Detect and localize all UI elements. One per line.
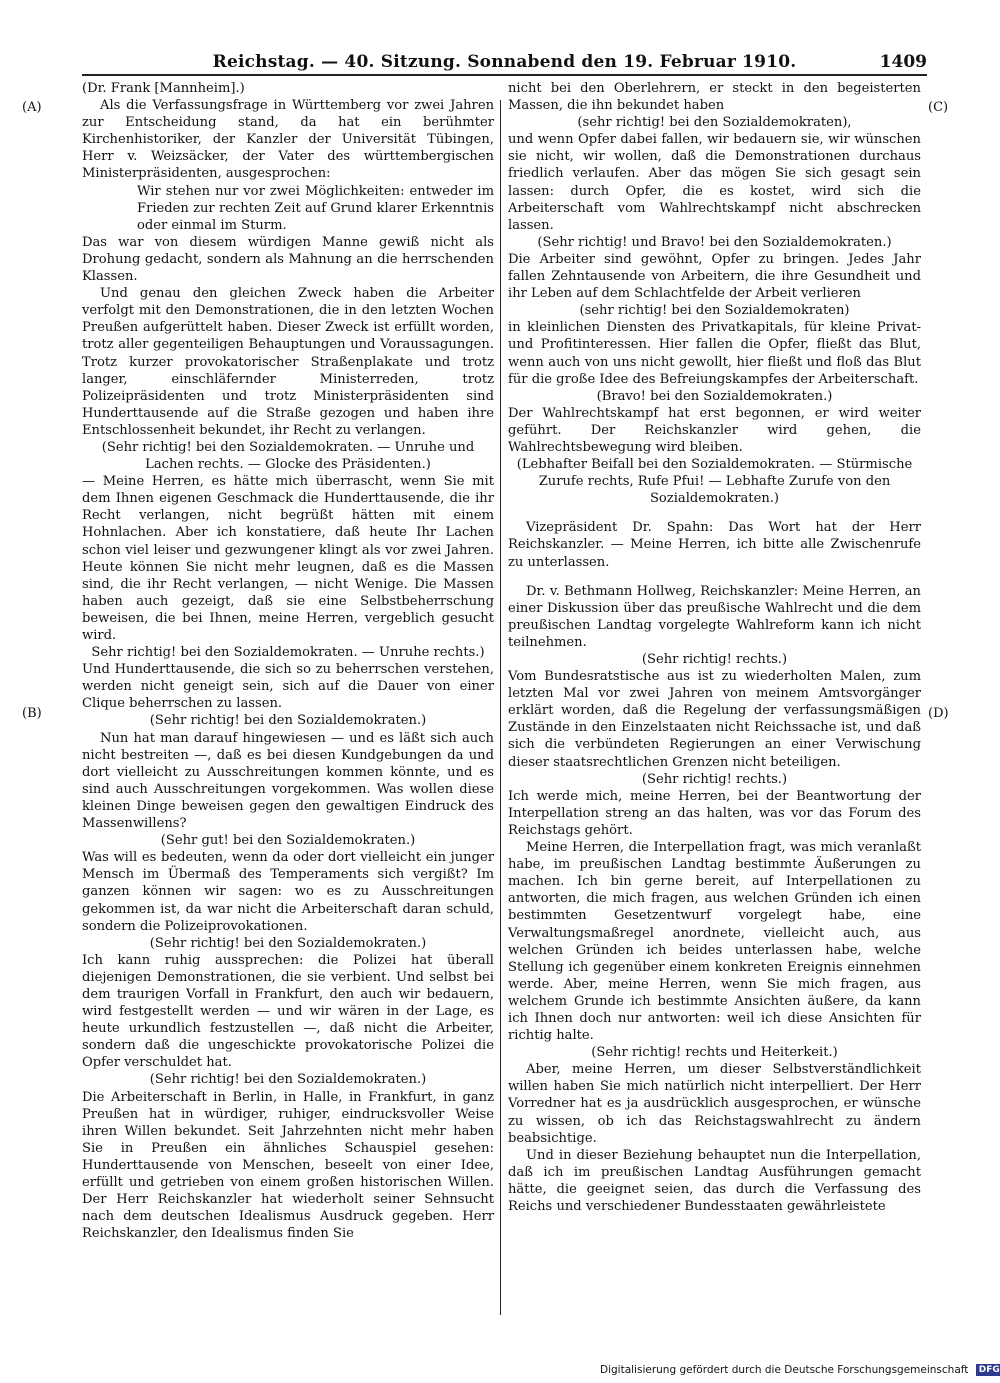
interjection: (Sehr richtig! und Bravo! bei den Sozialdemokraten.) — [537, 234, 892, 250]
interjection: (Sehr richtig! bei den Sozialdemokraten.) — [149, 935, 427, 951]
interjection: (Sehr richtig! rechts.) — [641, 652, 788, 667]
interjection: (Lebhafter Beifall bei den Sozialdemokraten. — Stürmische Zurufe rechts, Rufe Pfui! — Lebhafte Zurufe von den Sozialdemokraten.) — [516, 457, 913, 507]
paragraph: nicht bei den Oberlehrern, er steckt in den begeisterten Massen, die ihn bekundet haben — [508, 81, 921, 114]
paragraph: Aber, meine Herren, um dieser Selbstverständlichkeit willen haben Sie mich natürlich nicht interpelliert. Der Herr Vorredner hat es ja ausdrücklich ausgesprochen, er wünsche zu wissen, ob ich das Reichstagswahlrecht zu ändern beabsichtige. — [508, 1062, 921, 1146]
paragraph: Die Arbeiter sind gewöhnt, Opfer zu bringen. Jedes Jahr fallen Zehntausende von Arbeitern, die ihre Gesundheit und ihr Leben auf dem Schlachtfelde der Arbeit verlieren — [508, 251, 921, 302]
paragraph: Und genau den gleichen Zweck haben die Arbeiter verfolgt mit den Demonstrationen, die in den letzten Wochen Preußen aufgerüttelt haben. Dieser Zweck ist erfüllt worden, trotz aller gegenteiligen Behauptungen und Voraussagungen. Trotz kurzer provokatorischer Straßenplakate und trotz langer, einschläfernder Ministerreden, trotz Polizeipräsidenten und trotz Ministerpräsidenten sind Hunderttausende auf die Straße gezogen und haben ihre Entschlossenheit bekundet, ihr Recht zu verlangen. — [82, 286, 494, 438]
interjection: (Sehr richtig! bei den Sozialdemokraten. — Unruhe und Lachen rechts. — Glocke des Präsidenten.) — [101, 439, 475, 473]
paragraph: Vom Bundesratstische aus ist zu wiederholten Malen, zum letzten Mal vor zwei Jahren von meinem Amtsvorgänger erklärt worden, daß die Regelung der verfassungsmäßigen Zustände in den Einzelstaaten nicht Reichssache ist, und daß sich die verbündeten Regierungen an einer Verwischung dieser staatsrechtlichen Grenzen nicht beteiligen. — [508, 669, 921, 770]
paragraph: Nun hat man darauf hingewiesen — und es läßt sich auch nicht bestreiten —, daß es bei diesen Kundgebungen da und dort vielleicht zu Ausschreitungen kommen könnte, und es sind auch Ausschreitungen vorgekommen. Was wollen diese kleinen Dinge beweisen gegen den gewaltigen Eindruck des Massenwillens? — [82, 730, 494, 832]
chancellor-speech-opening: Dr. v. Bethmann Hollweg, Reichskanzler: Meine Herren, an einer Diskussion über das preußische Wahlrecht und die dem preußischen Landtag vorgelegte Wahlreform kann ich nicht teilnehmen. — [508, 583, 921, 650]
paragraph: Und in dieser Beziehung behauptet nun die Interpellation, daß ich im preußischen Landtag Ausführungen gemacht hätte, die geeignet seien, das durch die Verfassung des Reichs und verschiedener Bundesstaaten gewährleistete — [508, 1147, 921, 1214]
paragraph: Meine Herren, die Interpellation fragt, was mich veranlaßt habe, im preußischen Landtag bestimmte Äußerungen zu machen. Ich bin gerne bereit, auf Interpellationen zu antworten, die mich fragen, aus welchen Gründen ich einen bestimmten Gesetzentwurf vorgelegt habe, eine Verwaltungsmaßregel anordnete, vielleicht auch, aus welchen Gründen ich beides unterlassen habe, welche Stellung ich gegenüber einem konkreten Ereignis einnehmen werde. Aber, meine Herren, wenn Sie mich fragen, aus welchem Grunde ich bestimmte Ansichten äußere, da kann ich Ihnen doch nur antworten: weil ich diese Ansichten für richtig halte. — [508, 840, 921, 1044]
column-rule — [500, 100, 501, 1315]
interjection: (sehr richtig! bei den Sozialdemokraten), — [577, 115, 852, 131]
interjection: (Sehr richtig! rechts und Heiterkeit.) — [591, 1045, 838, 1061]
right-column — [508, 80, 921, 1215]
paragraph: Als die Verfassungsfrage in Württemberg vor zwei Jahren zur Entscheidung stand, da hat ein berühmter Kirchenhistoriker, der Kanzler der Universität Tübingen, Herr v. Weizsäcker, der Vater des württembergischen Ministerpräsidenten, ausgesprochen: — [82, 98, 494, 182]
interjection: (sehr richtig! bei den Sozialdemokraten) — [579, 303, 850, 319]
running-header — [82, 50, 927, 76]
quotation: Wir stehen nur vor zwei Möglichkeiten: entweder im Frieden zur rechten Zeit auf Grund klarer Erkenntnis oder einmal im Sturm. — [137, 183, 494, 233]
interjection: (Sehr gut! bei den Sozialdemokraten.) — [160, 833, 416, 849]
paragraph: Die Arbeiterschaft in Berlin, in Halle, in Frankfurt, in ganz Preußen hat in würdiger, ruhiger, eindrucksvoller Weise ihren Willen bekundet. Seit Jahrzehnten nicht mehr haben Sie in Preußen ein ähnliches Schauspiel gesehen: Hunderttausende von Menschen, beseelt von einer Idee, erfüllt und getrieben von einem großen historischen Willen. Der Herr Reichskanzler hat wiederholt seiner Sehnsucht nach dem deutschen Idealismus Ausdruck gegeben. Herr Reichskanzler, den Idealismus finden Sie — [82, 1089, 494, 1242]
margin-mark-d: (D) — [928, 706, 949, 721]
interjection: (Sehr richtig! bei den Sozialdemokraten.) — [149, 1072, 427, 1088]
left-column — [82, 80, 494, 1242]
digitization-credit — [600, 1364, 1000, 1376]
paragraph: in kleinlichen Diensten des Privatkapitals, für kleine Privat- und Profitinteressen. Hier fallen die Opfer, fließt das Blut, wenn auch von uns nicht gewollt, hier fließt und floß das Blut für die große Idee des Befreiungskampfes der Arbeiterschaft. — [508, 320, 921, 387]
paragraph: und wenn Opfer dabei fallen, wir bedauern sie, wir wünschen sie nicht, wir wollen, daß die Demonstrationen durchaus friedlich verlaufen. Aber das mögen Sie sich gesagt sein lassen: durch Opfer, die es kostet, wird sich die Arbeiterschaft vom Wahlrechtskampf nicht abschrecken lassen. — [508, 132, 921, 233]
dfg-logo: DFG — [976, 1364, 1000, 1376]
paragraph: — Meine Herren, es hätte mich überrascht, wenn Sie mit dem Ihnen eigenen Geschmack die Hunderttausende, die ihr Recht verlangen, nicht begrüßt hätten mit einem Hohnlachen. Aber ich konstatiere, daß heute Ihr Lachen schon viel leiser und gezwungener klingt als vor zwei Jahren. Heute können Sie nicht mehr leugnen, daß es die Massen sind, die ihr Recht verlangen, — nicht Wenige. Die Massen haben auch gezeigt, daß sie eine Selbstbeherrschung beweisen, die bei Ihnen, meine Herren, vergeblich gesucht wird. — [82, 474, 494, 643]
header-title: Reichstag. — 40. Sitzung. Sonnabend den 19. Februar 1910. — [212, 52, 797, 72]
interjection: (Bravo! bei den Sozialdemokraten.) — [596, 388, 833, 404]
speaker-continuation: (Dr. Frank [Mannheim].) — [82, 81, 245, 96]
page-number: 1409 — [879, 52, 927, 72]
paragraph: Der Wahlrechtskampf hat erst begonnen, er wird weiter geführt. Der Reichskanzler wird gehen, die Wahlrechtsbewegung wird bleiben. — [508, 405, 921, 455]
interjection: Sehr richtig! bei den Sozialdemokraten. — Unruhe rechts.) — [91, 645, 485, 661]
paragraph: Das war von diesem würdigen Manne gewiß nicht als Drohung gedacht, sondern als Mahnung an die herrschenden Klassen. — [82, 234, 494, 285]
paragraph: Ich kann ruhig aussprechen: die Polizei hat überall diejenigen Demonstrationen, die sie verbient. Und selbst bei dem traurigen Vorfall in Frankfurt, den auch wir bedauern, wird festgestellt werden — und wir wären in der Lage, es heute urkundlich festzustellen —, daß nicht die Arbeiter, sondern daß die ungeschickte provokatorische Polizei die Opfer verschuldet hat. — [82, 952, 494, 1071]
interjection: (Sehr richtig! bei den Sozialdemokraten.) — [149, 713, 427, 729]
margin-mark-a: (A) — [22, 100, 42, 115]
margin-mark-c: (C) — [928, 100, 949, 115]
margin-mark-b: (B) — [22, 706, 42, 721]
paragraph: Und Hunderttausende, die sich so zu beherrschen verstehen, werden nicht geneigt sein, sich auf die Dauer von einer Clique beherrschen zu lassen. — [82, 662, 494, 712]
credit-text: Digitalisierung gefördert durch die Deutsche Forschungsgemeinschaft — [600, 1364, 969, 1376]
paragraph: Was will es bedeuten, wenn da oder dort vielleicht ein junger Mensch im Übermaß des Temperaments sich vergißt? Im ganzen können wir sagen: wo es zu Ausschreitungen gekommen ist, da war nicht die Arbeiterschaft daran schuld, sondern die Polizeiprovokationen. — [82, 850, 494, 934]
vice-president-remark: Vizepräsident Dr. Spahn: Das Wort hat der Herr Reichskanzler. — Meine Herren, ich bitte alle Zwischenrufe zu unterlassen. — [508, 520, 921, 570]
interjection: (Sehr richtig! rechts.) — [641, 771, 788, 787]
paragraph: Ich werde mich, meine Herren, bei der Beantwortung der Interpellation streng an das halten, was vor das Forum des Reichstags gehört. — [508, 788, 921, 838]
